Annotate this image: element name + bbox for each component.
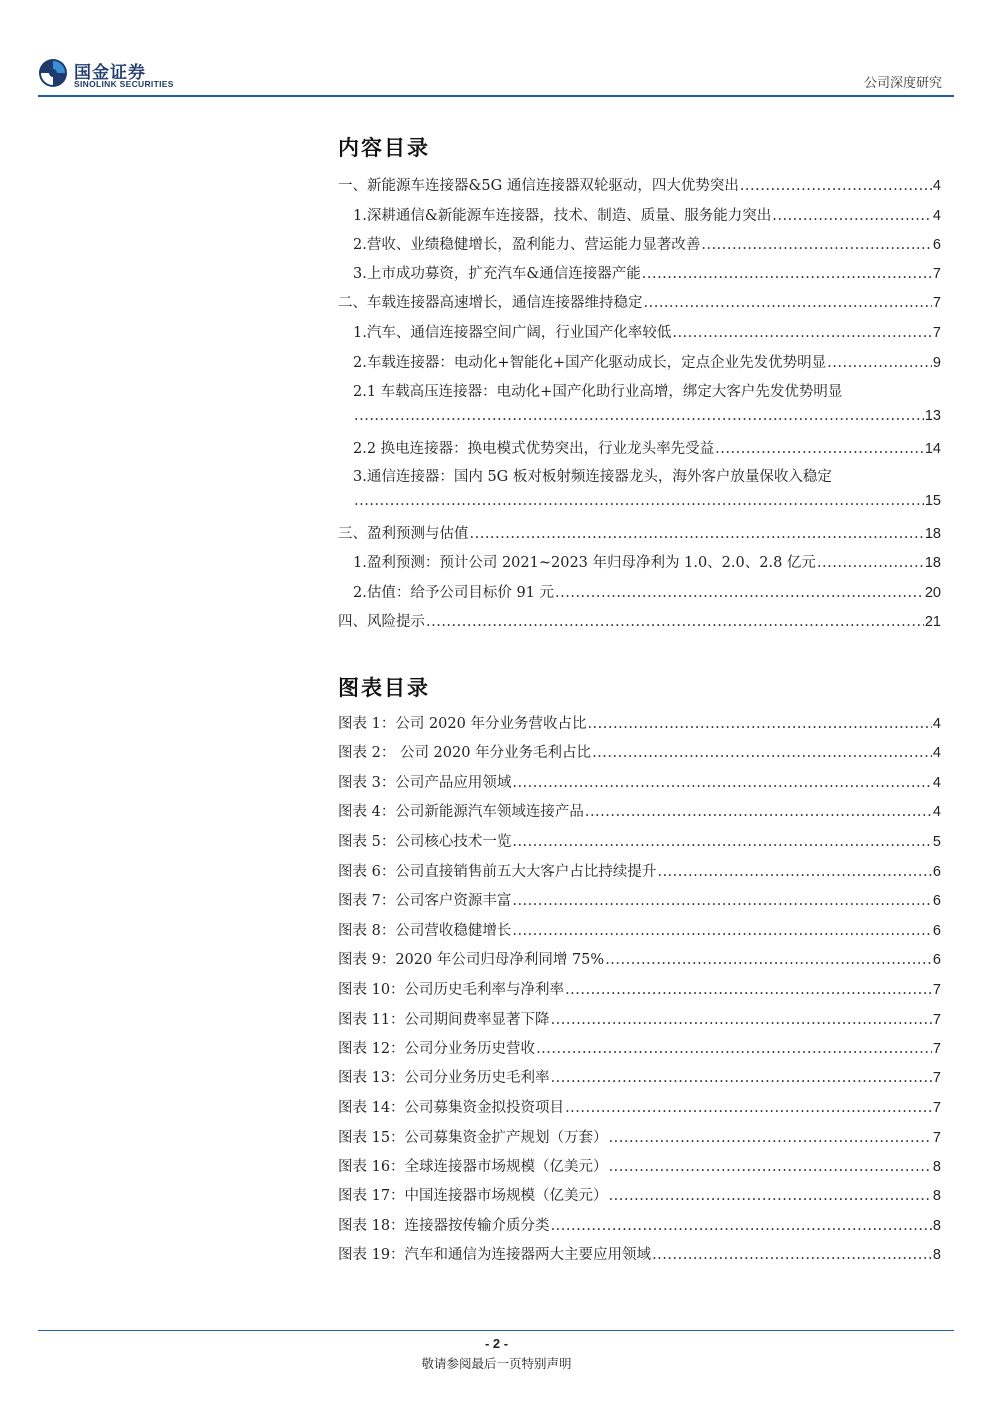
dot-leader <box>605 952 932 968</box>
figure-entry[interactable] <box>338 1037 941 1058</box>
dot-leader <box>701 237 932 253</box>
figure-entry-label: 图表 11：公司期间费率显著下降 <box>338 1012 550 1028</box>
toc-entry-page: 7 <box>932 295 941 311</box>
toc-entry-label: 2.营收、业绩稳健增长，盈利能力、营运能力显著改善 <box>353 237 701 253</box>
report-type-label: 公司深度研究 <box>863 76 942 91</box>
toc-entry-label: 二、车载连接器高速增长，通信连接器维持稳定 <box>338 295 643 311</box>
figure-entry-label: 图表 16：全球连接器市场规模（亿美元） <box>338 1159 608 1175</box>
toc-title: 内容目录 <box>338 136 430 160</box>
figure-entry-label: 图表 7：公司客户资源丰富 <box>338 893 512 909</box>
toc-entry[interactable] <box>338 610 941 631</box>
logo-chinese-name: 国金证券 <box>74 63 146 83</box>
toc-entry[interactable] <box>338 522 941 543</box>
toc-entry-label: 2.车载连接器：电动化+智能化+国产化驱动成长，定点企业先发优势明显 <box>353 355 827 371</box>
figure-entry-page: 8 <box>932 1247 941 1263</box>
toc-entry-page: 20 <box>924 585 941 601</box>
figure-entry-page: 7 <box>932 1130 941 1146</box>
dot-leader <box>512 775 932 791</box>
figure-entry[interactable] <box>338 1066 941 1087</box>
figure-entry[interactable] <box>338 1184 941 1205</box>
toc-entry-page: 15 <box>924 493 941 509</box>
toc-entry-label: 1.汽车、通信连接器空间广阔，行业国产化率较低 <box>353 325 672 341</box>
figure-entry[interactable] <box>338 830 941 851</box>
footer-divider <box>38 1330 954 1331</box>
toc-entry[interactable] <box>338 291 941 312</box>
figure-entry-label: 图表 19：汽车和通信为连接器两大主要应用领域 <box>338 1247 652 1263</box>
dot-leader <box>609 1130 932 1146</box>
dot-leader <box>715 441 924 457</box>
toc-entry-label: 四、风险提示 <box>338 614 425 630</box>
toc-entry[interactable] <box>353 351 941 372</box>
figure-list-title: 图表目录 <box>338 676 430 700</box>
dot-leader <box>426 614 924 630</box>
dot-leader <box>740 178 932 194</box>
toc-entry-label: 1.盈利预测：预计公司 2021~2023 年归母净利为 1.0、2.0、2.8 亿元 <box>353 555 816 571</box>
toc-entry-page: 14 <box>924 441 941 457</box>
figure-entry-label: 图表 5：公司核心技术一览 <box>338 834 512 850</box>
toc-entry-page: 18 <box>924 526 941 542</box>
figure-entry-label: 图表 18：连接器按传输介质分类 <box>338 1218 550 1234</box>
toc-entry-continuation[interactable] <box>353 493 941 509</box>
figure-entry-page: 7 <box>932 1041 941 1057</box>
toc-entry-page: 18 <box>924 555 941 571</box>
toc-entry-continuation[interactable] <box>353 408 941 424</box>
toc-entry-label: 1.深耕通信&新能源车连接器，技术、制造、质量、服务能力突出 <box>353 208 772 224</box>
figure-entry-page: 7 <box>932 1070 941 1086</box>
page-number: - 2 - <box>484 1336 509 1351</box>
toc-entry-label: 三、盈利预测与估值 <box>338 526 469 542</box>
figure-entry[interactable] <box>338 1214 941 1235</box>
figure-entry-page: 7 <box>932 1012 941 1028</box>
figure-entry-label: 图表 10：公司历史毛利率与净利率 <box>338 982 565 998</box>
dot-leader <box>551 1012 932 1028</box>
dot-leader <box>354 493 924 509</box>
figure-entry[interactable] <box>338 978 941 999</box>
dot-leader <box>565 1100 932 1116</box>
figure-entry-label: 图表 14：公司募集资金拟投资项目 <box>338 1100 565 1116</box>
dot-leader <box>565 982 932 998</box>
dot-leader <box>587 716 931 732</box>
toc-entry-page: 4 <box>932 178 941 194</box>
toc-entry-page: 7 <box>932 325 941 341</box>
figure-entry[interactable] <box>338 771 941 792</box>
dot-leader <box>592 745 932 761</box>
sinolink-logo-icon <box>38 58 68 88</box>
figure-entry-page: 4 <box>932 745 941 761</box>
dot-leader <box>609 1159 932 1175</box>
header-divider <box>38 95 954 97</box>
figure-entry-label: 图表 13：公司分业务历史毛利率 <box>338 1070 550 1086</box>
dot-leader <box>512 923 932 939</box>
figure-entry-page: 7 <box>932 1100 941 1116</box>
dot-leader <box>555 585 924 601</box>
figure-entry-page: 4 <box>932 775 941 791</box>
toc-entry-label: 2.2 换电连接器：换电模式优势突出，行业龙头率先受益 <box>353 441 715 457</box>
figure-entry-label: 图表 4：公司新能源汽车领域连接产品 <box>338 804 584 820</box>
toc-entry[interactable] <box>353 204 941 225</box>
toc-entry-page: 21 <box>924 614 941 630</box>
figure-entry-label: 图表 1：公司 2020 年分业务营收占比 <box>338 716 587 732</box>
toc-entry-label: 2.估值：给予公司目标价 91 元 <box>353 585 555 601</box>
dot-leader <box>644 295 932 311</box>
toc-entry-label: 一、新能源车连接器&5G 通信连接器双轮驱动，四大优势突出 <box>338 178 739 194</box>
figure-entry-page: 8 <box>932 1218 941 1234</box>
figure-entry-page: 6 <box>932 952 941 968</box>
dot-leader <box>512 893 932 909</box>
figure-entry-label: 图表 3：公司产品应用领域 <box>338 775 512 791</box>
figure-entry-page: 4 <box>932 804 941 820</box>
dot-leader <box>536 1041 932 1057</box>
figure-entry-label: 图表 17：中国连接器市场规模（亿美元） <box>338 1188 608 1204</box>
figure-entry-label: 图表 8：公司营收稳健增长 <box>338 923 512 939</box>
logo-english-name: SINOLINK SECURITIES <box>74 79 174 89</box>
dot-leader <box>827 355 932 371</box>
figure-entry[interactable] <box>338 948 941 969</box>
dot-leader <box>817 555 924 571</box>
dot-leader <box>642 266 932 282</box>
dot-leader <box>551 1218 932 1234</box>
toc-entry-page: 4 <box>932 208 941 224</box>
toc-entry-page: 9 <box>932 355 941 371</box>
dot-leader <box>672 325 932 341</box>
disclaimer-note: 敬请参阅最后一页特别声明 <box>421 1356 572 1371</box>
figure-entry-label: 图表 2： 公司 2020 年分业务毛利占比 <box>338 745 592 761</box>
figure-entry-page: 5 <box>932 834 941 850</box>
toc-entry-page: 13 <box>924 408 941 424</box>
dot-leader <box>354 408 924 424</box>
figure-entry[interactable] <box>338 1126 941 1147</box>
figure-entry-label: 图表 9：2020 年公司归母净利同增 75% <box>338 952 605 968</box>
figure-entry[interactable] <box>338 860 941 881</box>
figure-entry[interactable] <box>338 741 941 762</box>
figure-entry[interactable] <box>338 889 941 910</box>
figure-entry[interactable] <box>338 712 941 733</box>
figure-entry[interactable] <box>338 1008 941 1029</box>
dot-leader <box>551 1070 932 1086</box>
toc-entry-wrapped-label[interactable]: 2.1 车载高压连接器：电动化+国产化助行业高增，绑定大客户先发优势明显 <box>353 384 843 400</box>
dot-leader <box>512 834 932 850</box>
toc-entry[interactable] <box>353 233 941 254</box>
figure-entry-page: 4 <box>932 716 941 732</box>
toc-entry[interactable] <box>338 174 941 195</box>
figure-entry-page: 6 <box>932 923 941 939</box>
toc-entry-wrapped-label[interactable]: 3.通信连接器：国内 5G 板对板射频连接器龙头，海外客户放量保收入稳定 <box>353 469 832 485</box>
dot-leader <box>652 1247 932 1263</box>
dot-leader <box>470 526 924 542</box>
toc-entry[interactable] <box>353 437 941 458</box>
figure-entry-page: 6 <box>932 864 941 880</box>
figure-entry-page: 8 <box>932 1188 941 1204</box>
dot-leader <box>657 864 932 880</box>
dot-leader <box>585 804 932 820</box>
toc-entry[interactable] <box>353 262 941 283</box>
figure-entry-label: 图表 12：公司分业务历史营收 <box>338 1041 536 1057</box>
toc-entry-page: 7 <box>932 266 941 282</box>
figure-entry[interactable] <box>338 800 941 821</box>
figure-entry[interactable] <box>338 1096 941 1117</box>
figure-entry-label: 图表 6：公司直接销售前五大大客户占比持续提升 <box>338 864 657 880</box>
figure-entry[interactable] <box>338 1155 941 1176</box>
toc-entry-label: 3.上市成功募资，扩充汽车&通信连接器产能 <box>353 266 641 282</box>
toc-entry-page: 6 <box>932 237 941 253</box>
dot-leader <box>772 208 932 224</box>
figure-entry-page: 6 <box>932 893 941 909</box>
toc-entry[interactable] <box>353 321 941 342</box>
company-logo <box>38 56 183 92</box>
toc-entry[interactable] <box>353 581 941 602</box>
figure-entry-label: 图表 15：公司募集资金扩产规划（万套） <box>338 1130 608 1146</box>
toc-entry[interactable] <box>353 551 941 572</box>
figure-entry-page: 7 <box>932 982 941 998</box>
page-header <box>38 56 954 96</box>
dot-leader <box>609 1188 932 1204</box>
figure-entry-page: 8 <box>932 1159 941 1175</box>
figure-entry[interactable] <box>338 919 941 940</box>
figure-entry[interactable] <box>338 1243 941 1264</box>
